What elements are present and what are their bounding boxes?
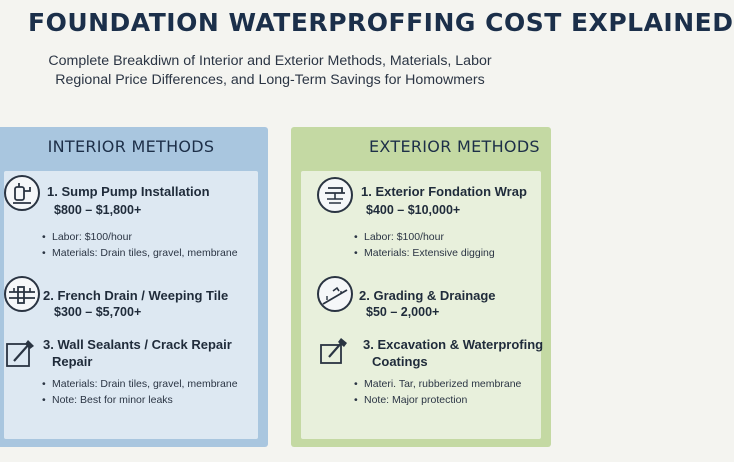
subtitle-line-2: Regional Price Differences, and Long-Term Savings for Homowmers	[55, 72, 485, 88]
list-item: • Note: Major protection	[354, 392, 521, 408]
exterior-method-3-title-line-2: Coatings	[372, 354, 428, 369]
exterior-method-2-title: 2. Grading & Drainage	[359, 288, 496, 303]
exterior-method-1-bullets	[354, 229, 495, 261]
interior-method-1-title: 1. Sump Pump Installation	[47, 184, 210, 199]
subtitle-line-1: Complete Breakdiwn of Interior and Exterior Methods, Materials, Labor	[48, 53, 492, 69]
exterior-method-3-title: 3. Excavation & Waterprofing	[363, 337, 544, 352]
exterior-method-1-price: $400 – $10,000+	[366, 203, 461, 217]
interior-method-1-bullets	[42, 229, 238, 261]
french-drain-icon	[4, 276, 40, 312]
interior-method-2-price: $300 – $5,700+	[54, 305, 142, 319]
list-item: • Note: Best for minor leaks	[42, 392, 238, 408]
list-item: • Materials: Drain tiles, gravel, membrane	[42, 376, 238, 392]
page-title: FOUNDATION WATERPROFFING COST EXPLAINED	[28, 8, 734, 37]
coating-brush-icon	[317, 333, 353, 369]
interior-method-3-title-line-2: Repair	[52, 354, 93, 369]
sump-pump-icon	[4, 175, 40, 211]
list-item: • Materi. Tar, rubberized membrane	[354, 376, 521, 392]
foundation-wrap-icon	[317, 177, 353, 213]
list-item: • Materials: Drain tiles, gravel, membrane	[42, 245, 238, 261]
page-subtitle	[0, 52, 540, 90]
interior-method-3-title: 3. Wall Sealants / Crack Repair	[43, 337, 232, 352]
sealant-brush-icon	[4, 335, 40, 371]
list-item: • Labor: $100/hour	[42, 229, 238, 245]
interior-method-2-title: 2. French Drain / Weeping Tile	[43, 288, 229, 303]
list-item: • Labor: $100/hour	[354, 229, 495, 245]
interior-heading: INTERIOR METHODS	[47, 137, 215, 156]
exterior-method-1-title: 1. Exterior Fondation Wrap	[361, 184, 527, 199]
interior-method-1-price: $800 – $1,800+	[54, 203, 142, 217]
grading-slope-icon	[317, 276, 353, 312]
list-item: • Materials: Extensive digging	[354, 245, 495, 261]
interior-method-3-bullets	[42, 376, 238, 408]
exterior-method-2-price: $50 – 2,000+	[366, 305, 440, 319]
exterior-method-3-bullets	[354, 376, 521, 408]
exterior-heading: EXTERIOR METHODS	[369, 137, 540, 156]
